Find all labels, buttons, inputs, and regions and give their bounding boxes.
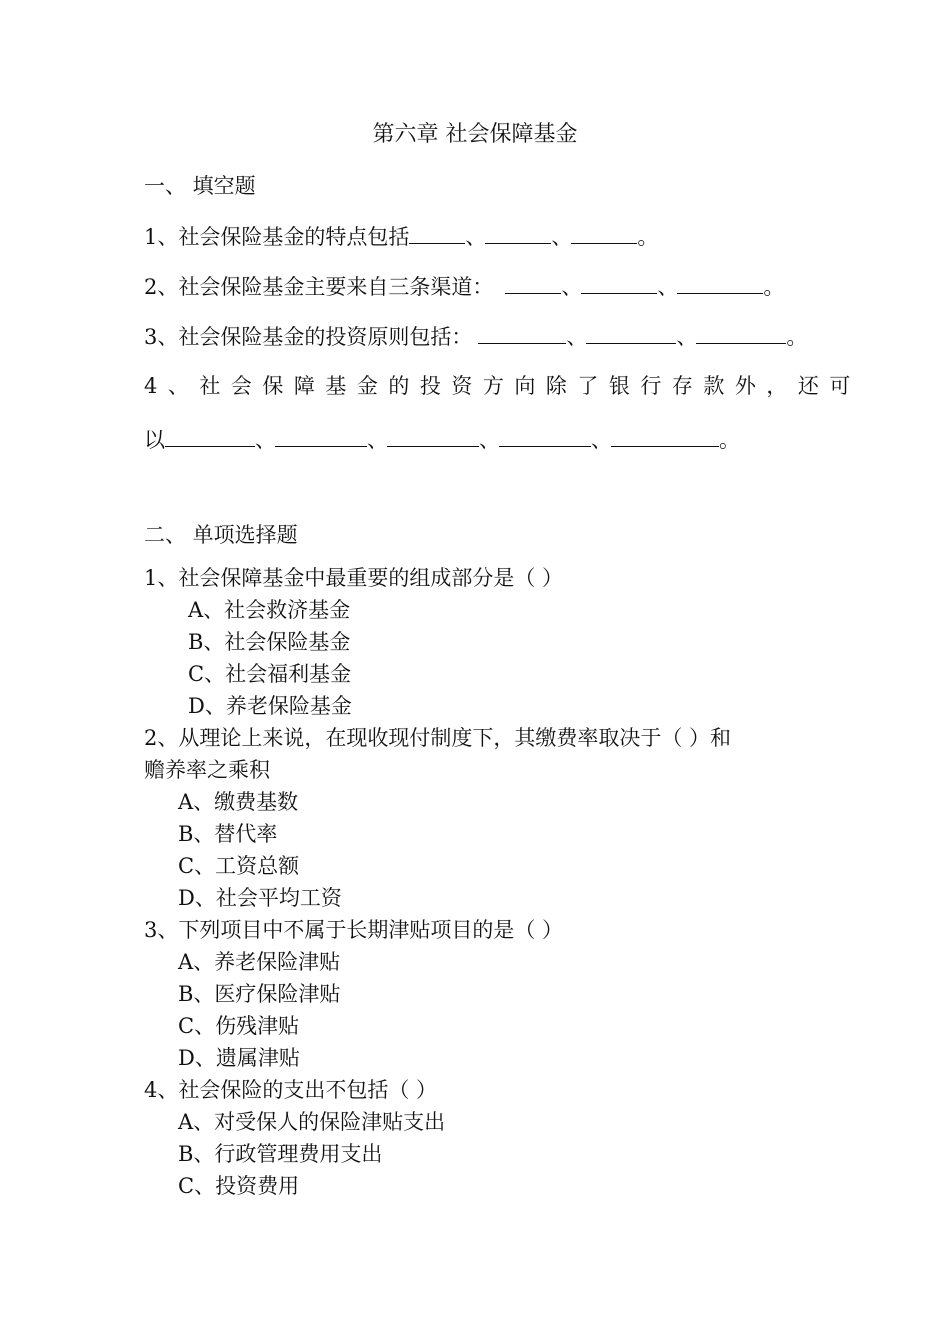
separator: 、 [561,275,583,299]
separator: 、 [591,428,612,452]
option-a[interactable]: A、缴费基数 [178,790,299,814]
answer-blank[interactable] [165,426,255,447]
option-d[interactable]: D、遗属津贴 [178,1046,300,1070]
separator: 、 [551,225,573,249]
question-text: 2、社会保险基金主要来自三条渠道： [144,275,494,299]
terminal-mark: 。 [637,225,659,249]
option-b[interactable]: B、替代率 [178,822,278,846]
option-c[interactable]: C、工资总额 [178,854,300,878]
answer-blank[interactable] [387,426,479,447]
answer-blank[interactable] [409,223,465,244]
answer-blank[interactable] [478,323,566,344]
answer-blank[interactable] [499,426,591,447]
option-a[interactable]: A、社会救济基金 [188,598,351,622]
option-c[interactable]: C、伤残津贴 [178,1014,300,1038]
terminal-mark: 。 [719,428,740,452]
option-b[interactable]: B、行政管理费用支出 [178,1142,383,1166]
separator: 、 [566,325,588,349]
page-title: 第六章 社会保障基金 [372,122,578,147]
fill-question-1 [144,223,658,250]
answer-blank[interactable] [696,323,786,344]
answer-blank[interactable] [505,273,561,294]
option-b[interactable]: B、医疗保险津贴 [178,982,341,1006]
option-d[interactable]: D、社会平均工资 [178,886,342,910]
choice-question-3: 3、下列项目中不属于长期津贴项目的是（ ） [144,918,564,942]
choice-question-4: 4、社会保险的支出不包括（ ） [144,1078,438,1102]
separator: 、 [676,325,698,349]
question-text: 以 [144,428,165,452]
terminal-mark: 。 [763,275,785,299]
choice-question-2-cont: 赡养率之乘积 [144,758,270,782]
answer-blank[interactable] [485,223,551,244]
answer-blank[interactable] [571,223,637,244]
terminal-mark: 。 [786,325,808,349]
option-a[interactable]: A、对受保人的保险津贴支出 [178,1110,446,1134]
separator: 、 [255,428,276,452]
question-text: 1、社会保险基金的特点包括 [144,225,410,249]
question-text: 3、社会保险基金的投资原则包括： [144,325,473,349]
separator: 、 [367,428,388,452]
fill-question-4-line1: 4、社会保障基金的投资方向除了银行存款外，还可 [144,374,861,398]
choice-question-2: 2、从理论上来说，在现收现付制度下，其缴费率取决于（ ）和 [144,726,732,750]
choice-question-1: 1、社会保障基金中最重要的组成部分是（ ） [144,566,564,590]
separator: 、 [479,428,500,452]
answer-blank[interactable] [586,323,676,344]
answer-blank[interactable] [275,426,367,447]
option-d[interactable]: D、养老保险基金 [188,694,352,718]
fill-question-2 [144,273,784,300]
section-heading-fill-in: 一、 填空题 [144,174,256,198]
section-heading-single-choice: 二、 单项选择题 [144,523,298,547]
option-b[interactable]: B、社会保险基金 [188,630,351,654]
option-a[interactable]: A、养老保险津贴 [178,950,341,974]
option-c[interactable]: C、社会福利基金 [188,662,352,686]
separator: 、 [657,275,679,299]
fill-question-4-line2 [144,426,740,453]
option-c[interactable]: C、投资费用 [178,1174,300,1198]
answer-blank[interactable] [677,273,763,294]
separator: 、 [465,225,487,249]
answer-blank[interactable] [581,273,657,294]
answer-blank[interactable] [611,426,719,447]
fill-question-3 [144,323,807,350]
